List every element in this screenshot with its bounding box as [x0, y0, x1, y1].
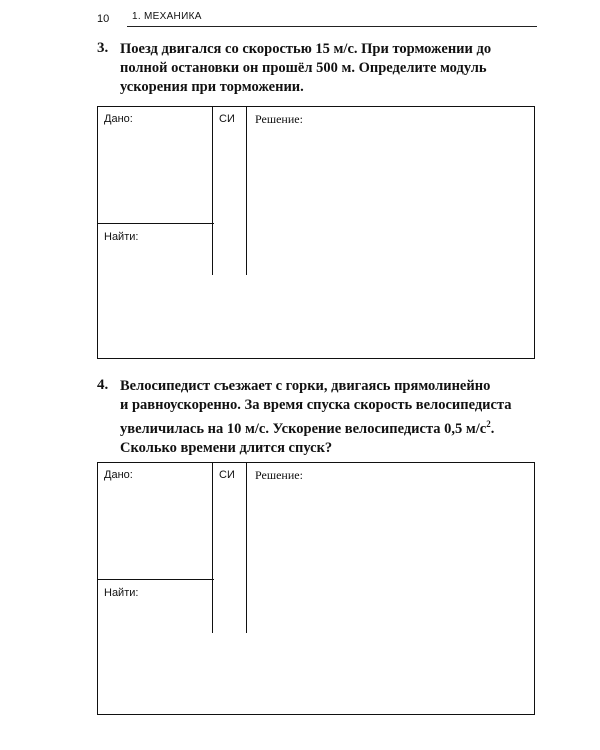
page-number: 10 — [97, 13, 110, 25]
si-label: СИ — [219, 113, 235, 125]
task-text-line: Велосипедист съезжает с горки, двигаясь прямолинейно — [120, 378, 491, 394]
answer-table — [97, 106, 535, 359]
section-title: 1. МЕХАНИКА — [132, 11, 202, 22]
si-cell-border — [246, 107, 247, 275]
given-label: Дано: — [104, 113, 133, 125]
given-cell-border — [212, 107, 213, 275]
task-text: Велосипедист съезжает с горки, двигаясь прямолинейно и равноускоренно. За время спуска скорость велосипедиста увеличилась на 10 м/с. Ускорение велосипедиста 0,5 $м/с^2$. Сколько времени длится спуск? — [120, 378, 512, 456]
superscript: 2 — [486, 419, 491, 429]
given-find-divider — [98, 579, 214, 580]
answer-table — [97, 462, 535, 715]
task-text: Поезд двигался со скоростью 15 м/с. При торможении до полной остановки он прошёл 500 м. Определите модуль ускорения при торможении. — [120, 41, 492, 95]
task-number: 4. — [97, 377, 109, 393]
given-label: Дано: — [104, 469, 133, 481]
si-cell-border — [246, 463, 247, 633]
task-text-line: увеличилась на 10 м/с. Ускорение велосипедиста 0,5 м/с — [120, 420, 487, 437]
solution-label: Решение: — [255, 468, 303, 482]
find-label: Найти: — [104, 587, 139, 599]
solution-label: Решение: — [255, 112, 303, 126]
si-label: СИ — [219, 469, 235, 481]
given-cell-border — [212, 463, 213, 633]
given-find-divider — [98, 223, 214, 224]
task-number: 3. — [97, 40, 109, 56]
find-label: Найти: — [104, 231, 139, 243]
task-text-line: Сколько времени длится спуск? — [120, 439, 333, 456]
header-rule — [127, 26, 537, 27]
task-text-line: и равноускоренно. За время спуска скорость велосипедиста — [120, 397, 512, 413]
